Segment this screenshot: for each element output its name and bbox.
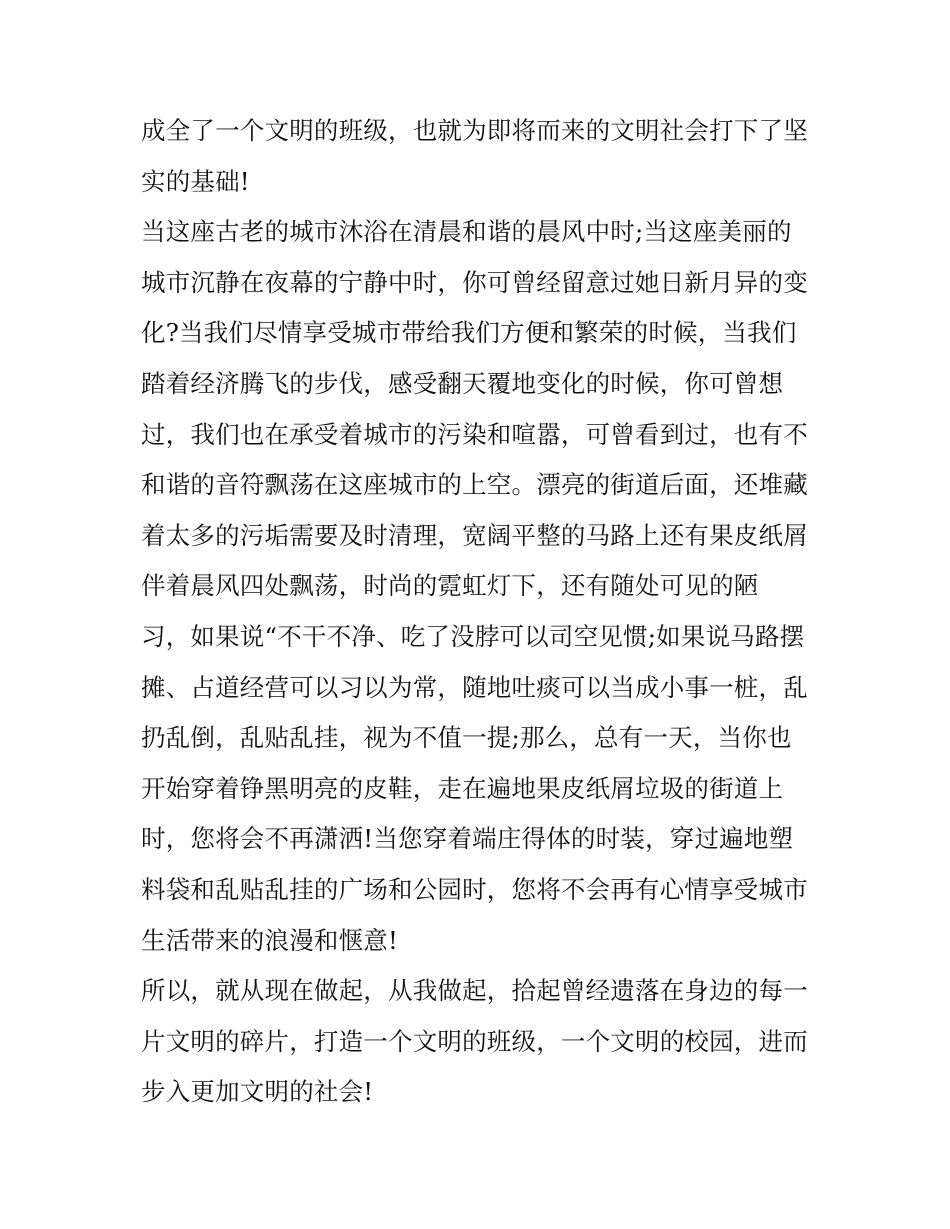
text-line: 伴着晨风四处飘荡，时尚的霓虹灯下，还有随处可见的陋: [141, 571, 759, 601]
text-line: 所以，就从现在做起，从我做起，拾起曾经遗落在身边的每一: [141, 976, 808, 1006]
body-text: [141, 106, 811, 1118]
text-line: 扔乱倒，乱贴乱挂，视为不值一提;那么，总有一天，当你也: [141, 723, 792, 753]
text-line: 摊、占道经营可以习以为常，随地吐痰可以当成小事一桩，乱: [141, 672, 808, 702]
text-line: 踏着经济腾飞的步伐，感受翻天覆地变化的时候，你可曾想: [141, 368, 784, 398]
text-line: 料袋和乱贴乱挂的广场和公园时，您将不会再有心情享受城市: [141, 874, 808, 904]
text-line: 着太多的污垢需要及时清理，宽阔平整的马路上还有果皮纸屑: [141, 520, 808, 550]
text-line: 实的基础!: [141, 166, 250, 196]
text-line: 城市沉静在夜幕的宁静中时，你可曾经留意过她日新月异的变: [141, 267, 808, 297]
text-line: 过，我们也在承受着城市的污染和喧嚣，可曾看到过，也有不: [141, 419, 808, 449]
text-line: 和谐的音符飘荡在这座城市的上空。漂亮的街道后面，还堆藏: [141, 470, 808, 500]
text-line: 开始穿着铮黑明亮的皮鞋，走在遍地果皮纸屑垃圾的街道上: [141, 773, 784, 803]
text-line: 片文明的碎片，打造一个文明的班级，一个文明的校园，进而: [141, 1026, 808, 1056]
text-line: 步入更加文明的社会!: [141, 1077, 374, 1107]
text-line: 化?当我们尽情享受城市带给我们方便和繁荣的时候，当我们: [141, 318, 797, 348]
text-line: 成全了一个文明的班级，也就为即将而来的文明社会打下了坚: [141, 116, 808, 145]
text-line: 时，您将会不再潇洒!当您穿着端庄得体的时装，穿过遍地塑: [141, 824, 794, 854]
text-line: 生活带来的浪漫和惬意!: [141, 925, 399, 955]
text-line: 当这座古老的城市沐浴在清晨和谐的晨风中时;当这座美丽的: [141, 217, 792, 247]
text-line: 习，如果说“不干不净、吃了没脖可以司空见惯;如果说马路摆: [141, 621, 805, 651]
